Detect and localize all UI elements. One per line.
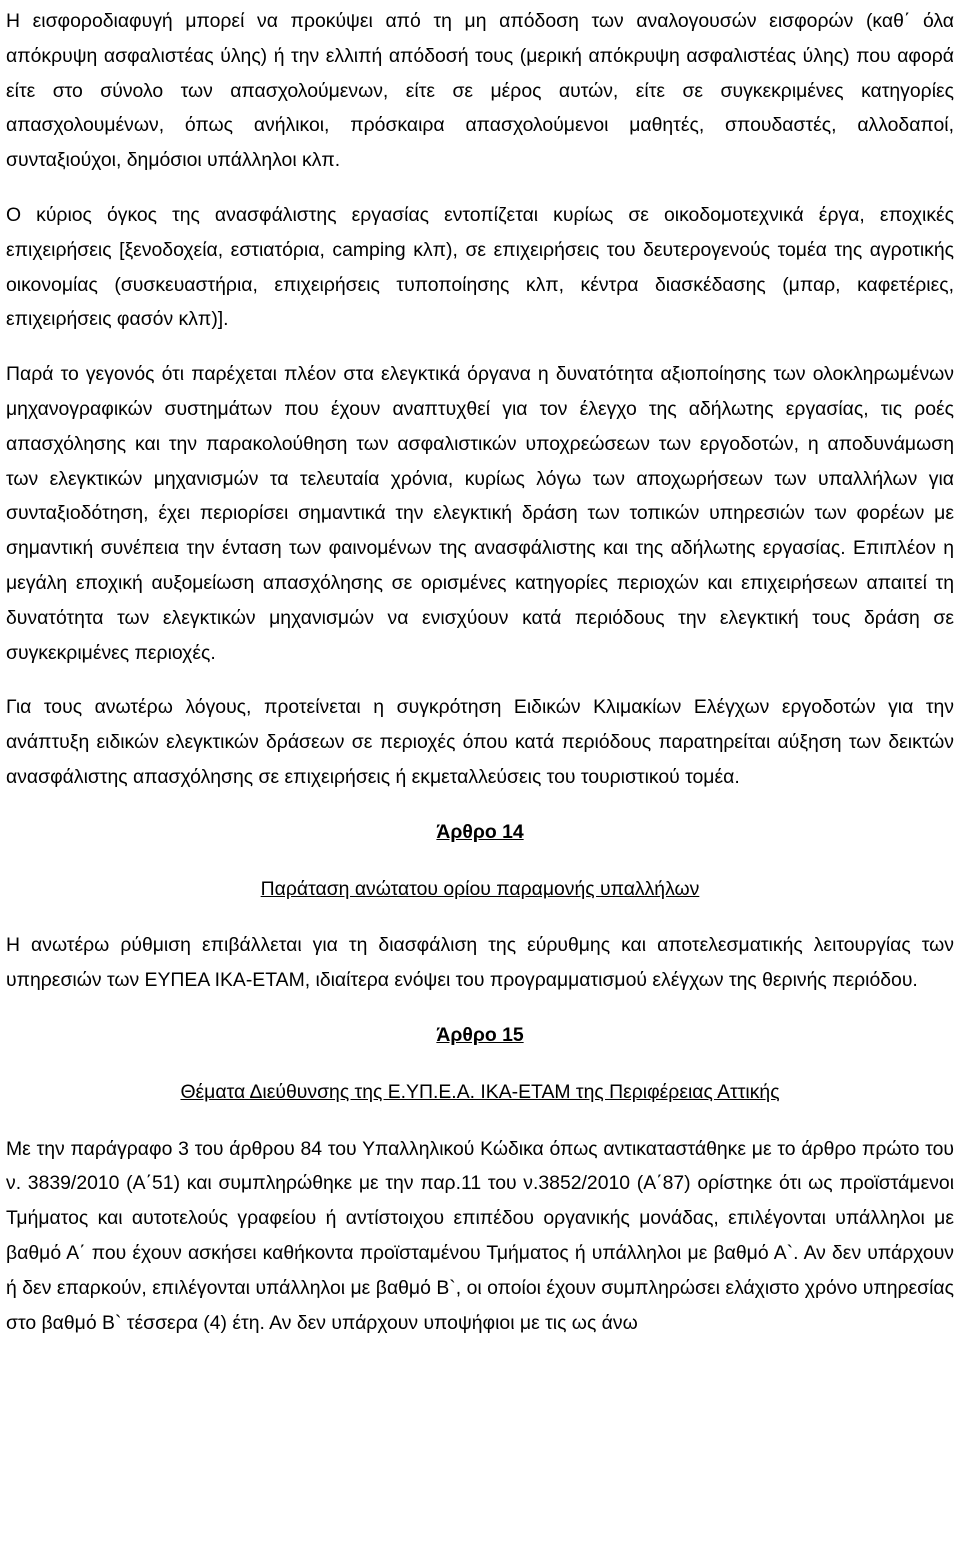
article-14-paragraph: Η ανωτέρω ρύθμιση επιβάλλεται για τη διασφάλιση της εύρυθμης και αποτελεσματικής λειτουργίας των υπηρεσιών των ΕΥΠΕΑ ΙΚΑ-ΕΤΑΜ, ιδιαίτερα ενόψει του προγραμματισμού ελέγχων της θερινής περιόδου. — [6, 934, 954, 992]
article-15-paragraph: Με την παράγραφο 3 του άρθρου 84 του Υπαλληλικού Κώδικα όπως αντικαταστάθηκε με το άρθρο πρώτο του ν. 3839/2010 (Α΄51) και συμπληρώθηκε με την παρ.11 του ν.3852/2010 (Α΄87) ορίστηκε ότι ως προϊστάμενοι Τμήματος και αυτοτελούς γραφείου ή αντίστοιχου επιπέδου οργανικής μονάδας, επιλέγονται υπάλληλοι με βαθμό Α΄ που έχουν ασκήσει καθήκοντα προϊσταμένου Τμήματος ή υπάλληλοι με βαθμό Α`. Αν δεν υπάρχουν ή δεν επαρκούν, επιλέγονται υπάλληλοι με βαθμό Β`, οι οποίοι έχουν συμπληρώσει ελάχιστο χρόνο υπηρεσίας στο βαθμό Β` τέσσερα (4) έτη. Αν δεν υπάρχουν υποψήφιοι με τις ως άνω — [6, 1137, 954, 1334]
article-14-heading: Άρθρο 14 — [436, 820, 524, 843]
paragraph-special-audit-units: Για τους ανωτέρω λόγους, προτείνεται η συγκρότηση Ειδικών Κλιμακίων Ελέγχων εργοδοτών για την ανάπτυξη ειδικών ελεγκτικών δράσεων σε περιοχές όπου κατά περιόδους παρατηρείται αύξηση των δεικτών ανασφάλιστης απασχόλησης σε επιχειρήσεις ή εκμεταλλεύσεις του τουριστικού τομέα. — [6, 696, 954, 788]
paragraph-audit-weakening: Παρά το γεγονός ότι παρέχεται πλέον στα ελεγκτικά όργανα η δυνατότητα αξιοποίησης των ολοκληρωμένων μηχανογραφικών συστημάτων που έχουν αναπτυχθεί για τον έλεγχο της αδήλωτης εργασίας, τις ροές απασχόλησης και την παρακολούθηση των ασφαλιστικών υποχρεώσεων των εργοδοτών, η αποδυνάμωση των ελεγκτικών μηχανισμών τα τελευταία χρόνια, κυρίως λόγω των αποχωρήσεων των υπαλλήλων για συνταξιοδότηση, έχει περιορίσει σημαντικά την ελεγκτική δράση των τοπικών υπηρεσιών των φορέων με σημαντική συνέπεια την ένταση των φαινομένων της ανασφάλιστης και της αδήλωτης εργασίας. Επιπλέον η μεγάλη εποχική αυξομείωση απασχόλησης σε ορισμένες κατηγορίες περιοχών και επιχειρήσεων απαιτεί τη δυνατότητα των ελεγκτικών μηχανισμών να ενισχύουν κατά περιόδους την ελεγκτική τους δράση σε συγκεκριμένες περιοχές. — [6, 363, 954, 664]
article-15-heading: Άρθρο 15 — [436, 1023, 524, 1046]
article-15-title: Θέματα Διεύθυνσης της Ε.ΥΠ.Ε.Α. ΙΚΑ-ΕΤΑΜ της Περιφέρειας Αττικής — [180, 1080, 780, 1103]
paragraph-contribution-evasion: Η εισφοροδιαφυγή μπορεί να προκύψει από τη μη απόδοση των αναλογουσών εισφορών (καθ΄ όλα απόκρυψη ασφαλιστέας ύλης) ή την ελλιπή απόδοσή τους (μερική απόκρυψη ασφαλιστέας ύλης) που αφορά είτε στο σύνολο των απασχολούμενων, είτε σε μέρος αυτών, είτε σε συγκεκριμένες κατηγορίες απασχολουμένων, όπως ανήλικοι, πρόσκαιρα απασχολούμενοι μαθητές, σπουδαστές, αλλοδαποί, συνταξιούχοι, δημόσιοι υπάλληλοι κλπ. — [6, 10, 954, 172]
article-14-title: Παράταση ανώτατου ορίου παραμονής υπαλλήλων — [260, 877, 700, 900]
paragraph-uninsured-work-sectors: Ο κύριος όγκος της ανασφάλιστης εργασίας εντοπίζεται κυρίως σε οικοδομοτεχνικά έργα, εποχικές επιχειρήσεις [ξενοδοχεία, εστιατόρια, camping κλπ), σε επιχειρήσεις του δευτερογενούς τομέα της αγροτικής οικονομίας (συσκευαστήρια, επιχειρήσεις τυποποίησης κλπ, κέντρα διασκέδασης (μπαρ, καφετέριες, επιχειρήσεις φασόν κλπ)]. — [6, 203, 954, 331]
